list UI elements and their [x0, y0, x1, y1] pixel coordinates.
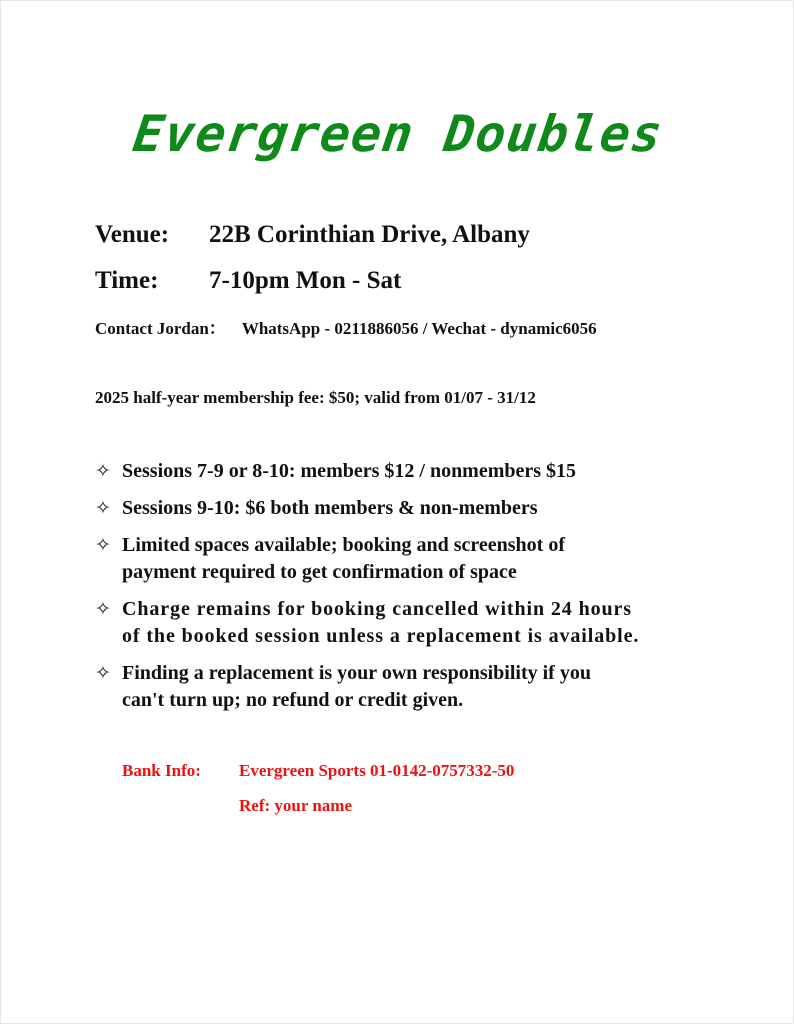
- contact-details: WhatsApp - 0211886056 / Wechat - dynamic6056: [241, 319, 597, 338]
- session-rules-list: [95, 458, 735, 724]
- list-item-line: of the booked session unless a replacement is available.: [122, 625, 640, 647]
- four-pointed-star-icon: ✧: [95, 598, 111, 620]
- page-title: Evergreen Doubles: [129, 105, 667, 163]
- list-item-line: Finding a replacement is your own responsibility if you: [122, 662, 591, 684]
- four-pointed-star-icon: ✧: [95, 497, 111, 519]
- bank-reference: Ref: your name: [239, 796, 352, 815]
- venue-address: 22B Corinthian Drive, Albany: [209, 221, 530, 248]
- contact-line: [95, 314, 597, 339]
- list-item: [95, 532, 735, 586]
- list-item: [95, 495, 735, 522]
- list-item: [95, 660, 735, 714]
- bank-info-label: Bank Info:: [122, 761, 201, 780]
- list-item-line: payment required to get confirmation of space: [122, 561, 517, 583]
- list-item: [95, 458, 735, 485]
- membership-fee-line: 2025 half-year membership fee: $50; valid from 01/07 - 31/12: [95, 388, 536, 407]
- list-item-line: Sessions 7-9 or 8-10: members $12 / nonmembers $15: [122, 460, 577, 482]
- four-pointed-star-icon: ✧: [95, 460, 111, 482]
- venue-label: Venue:: [95, 221, 170, 248]
- bank-account: Evergreen Sports 01-0142-0757332-50: [239, 761, 515, 780]
- list-item-line: Charge remains for booking cancelled within 24 hours: [122, 598, 632, 620]
- bank-info-line: [122, 761, 514, 781]
- four-pointed-star-icon: ✧: [95, 662, 111, 684]
- time-label: Time:: [95, 267, 159, 294]
- list-item: [95, 596, 735, 650]
- contact-label: Contact Jordan：: [95, 319, 226, 338]
- list-item-line: Limited spaces available; booking and screenshot of: [122, 534, 565, 556]
- four-pointed-star-icon: ✧: [95, 534, 111, 556]
- time-value: 7-10pm Mon - Sat: [209, 267, 402, 294]
- list-item-line: can't turn up; no refund or credit given.: [122, 689, 464, 711]
- list-item-line: Sessions 9-10: $6 both members & non-members: [122, 497, 538, 519]
- time-line: [95, 267, 401, 295]
- venue-line: [95, 221, 530, 249]
